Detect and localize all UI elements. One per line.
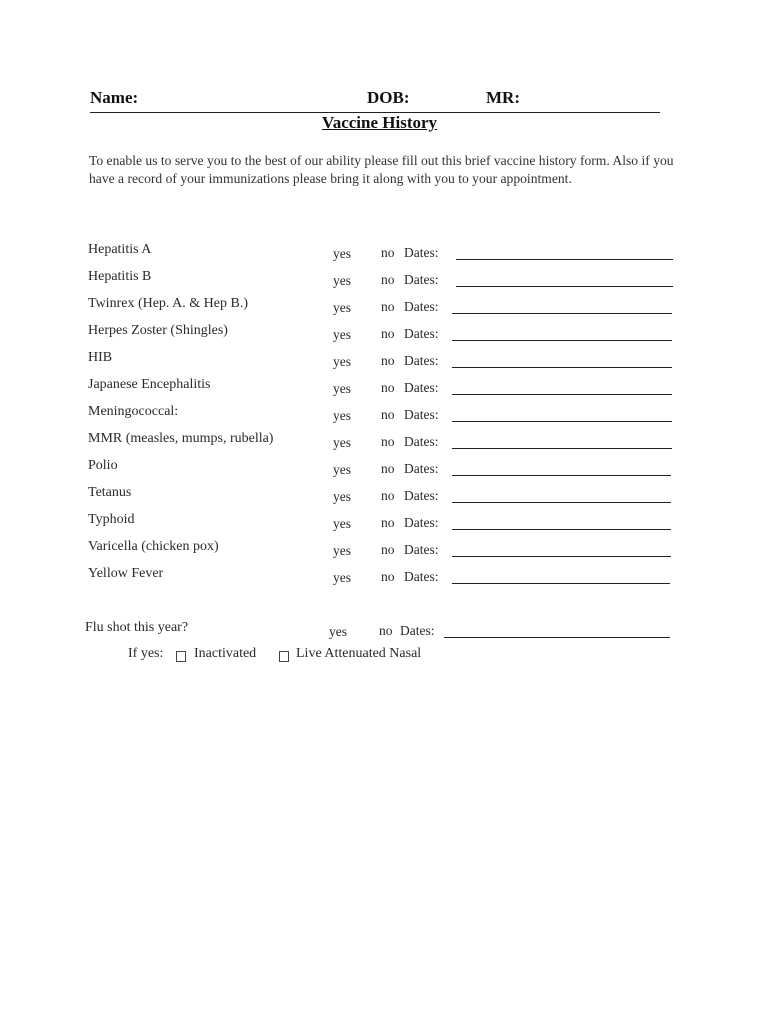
yes-option[interactable]: yes — [333, 408, 351, 423]
yes-option[interactable]: yes — [333, 381, 351, 396]
yes-option[interactable]: yes — [333, 489, 351, 504]
mr-label: MR: — [486, 88, 520, 107]
yes-option[interactable]: yes — [333, 516, 351, 531]
dates-field[interactable] — [456, 286, 673, 287]
vaccine-row — [0, 404, 770, 424]
dates-field[interactable] — [452, 313, 672, 314]
vaccine-row — [0, 458, 770, 478]
dates-field[interactable] — [452, 502, 671, 503]
vaccine-name: Hepatitis B — [88, 269, 152, 284]
no-option[interactable]: no — [381, 245, 395, 260]
vaccine-name: Meningococcal: — [88, 404, 179, 419]
dates-label: Dates: — [404, 488, 439, 503]
dates-label: Dates: — [400, 623, 435, 638]
vaccine-name: Varicella (chicken pox) — [88, 539, 219, 554]
yes-option[interactable]: yes — [333, 543, 351, 558]
dates-label: Dates: — [404, 461, 439, 476]
vaccine-name: Twinrex (Hep. A. & Hep B.) — [88, 296, 248, 311]
dates-field[interactable] — [452, 529, 671, 530]
vaccine-row — [0, 485, 770, 505]
no-option[interactable]: no — [381, 515, 395, 530]
yes-option[interactable]: yes — [333, 462, 351, 477]
vaccine-row — [0, 242, 770, 262]
vaccine-row — [0, 566, 770, 586]
dates-label: Dates: — [404, 434, 439, 449]
yes-option[interactable]: yes — [333, 327, 351, 342]
dates-field[interactable] — [452, 556, 671, 557]
dates-label: Dates: — [404, 299, 439, 314]
flu-question: Flu shot this year? — [85, 620, 189, 635]
dates-field[interactable] — [452, 475, 671, 476]
vaccine-name: Herpes Zoster (Shingles) — [88, 323, 228, 338]
vaccine-name: HIB — [88, 350, 113, 365]
dates-field[interactable] — [452, 340, 672, 341]
if-yes-label: If yes: — [128, 646, 164, 661]
no-option[interactable]: no — [381, 461, 395, 476]
dates-label: Dates: — [404, 245, 439, 260]
no-option[interactable]: no — [381, 272, 395, 287]
live-attenuated-checkbox[interactable] — [279, 651, 289, 662]
vaccine-name: Yellow Fever — [88, 566, 164, 581]
dates-field[interactable] — [444, 637, 670, 638]
live-attenuated-label: Live Attenuated Nasal — [296, 646, 422, 661]
form-title: Vaccine History — [322, 113, 438, 132]
dates-field[interactable] — [452, 421, 672, 422]
dob-label: DOB: — [367, 88, 410, 107]
no-option[interactable]: no — [381, 326, 395, 341]
no-option[interactable]: no — [381, 407, 395, 422]
vaccine-row — [0, 269, 770, 289]
no-option[interactable]: no — [381, 353, 395, 368]
dates-label: Dates: — [404, 380, 439, 395]
yes-option[interactable]: yes — [333, 354, 351, 369]
dates-label: Dates: — [404, 515, 439, 530]
dates-field[interactable] — [456, 259, 673, 260]
yes-option[interactable]: yes — [333, 300, 351, 315]
no-option[interactable]: no — [381, 542, 395, 557]
intro-paragraph: To enable us to serve you to the best of our ability please fill out this brief vaccine history form. Also if you have a record of your immunizations please bring it along with you to your appointment. — [89, 153, 674, 186]
dates-label: Dates: — [404, 569, 439, 584]
dates-field[interactable] — [452, 583, 670, 584]
name-label: Name: — [90, 88, 139, 107]
dates-field[interactable] — [452, 448, 672, 449]
no-option[interactable]: no — [381, 434, 395, 449]
dates-label: Dates: — [404, 272, 439, 287]
yes-option[interactable]: yes — [333, 570, 351, 585]
patient-header — [90, 88, 660, 113]
inactivated-checkbox[interactable] — [176, 651, 186, 662]
dates-field[interactable] — [452, 394, 672, 395]
yes-option[interactable]: yes — [333, 273, 351, 288]
dates-field[interactable] — [452, 367, 672, 368]
vaccine-name: Japanese Encephalitis — [88, 377, 211, 392]
vaccine-row — [0, 323, 770, 343]
vaccine-row — [0, 377, 770, 397]
vaccine-name: Hepatitis A — [88, 242, 152, 257]
vaccine-row — [0, 539, 770, 559]
no-option[interactable]: no — [381, 569, 395, 584]
vaccine-row — [0, 431, 770, 451]
vaccine-name: Polio — [88, 458, 118, 473]
flu-shot-row — [0, 620, 770, 640]
yes-option[interactable]: yes — [333, 435, 351, 450]
no-option[interactable]: no — [381, 380, 395, 395]
vaccine-name: MMR (measles, mumps, rubella) — [88, 431, 274, 446]
no-option[interactable]: no — [379, 623, 393, 638]
vaccine-row — [0, 512, 770, 532]
yes-option[interactable]: yes — [333, 246, 351, 261]
vaccine-name: Typhoid — [88, 512, 135, 527]
dates-label: Dates: — [404, 326, 439, 341]
dates-label: Dates: — [404, 407, 439, 422]
dates-label: Dates: — [404, 353, 439, 368]
yes-option[interactable]: yes — [329, 624, 347, 639]
no-option[interactable]: no — [381, 299, 395, 314]
no-option[interactable]: no — [381, 488, 395, 503]
inactivated-label: Inactivated — [194, 646, 257, 661]
dates-label: Dates: — [404, 542, 439, 557]
vaccine-row — [0, 350, 770, 370]
vaccine-name: Tetanus — [88, 485, 132, 500]
vaccine-row — [0, 296, 770, 316]
